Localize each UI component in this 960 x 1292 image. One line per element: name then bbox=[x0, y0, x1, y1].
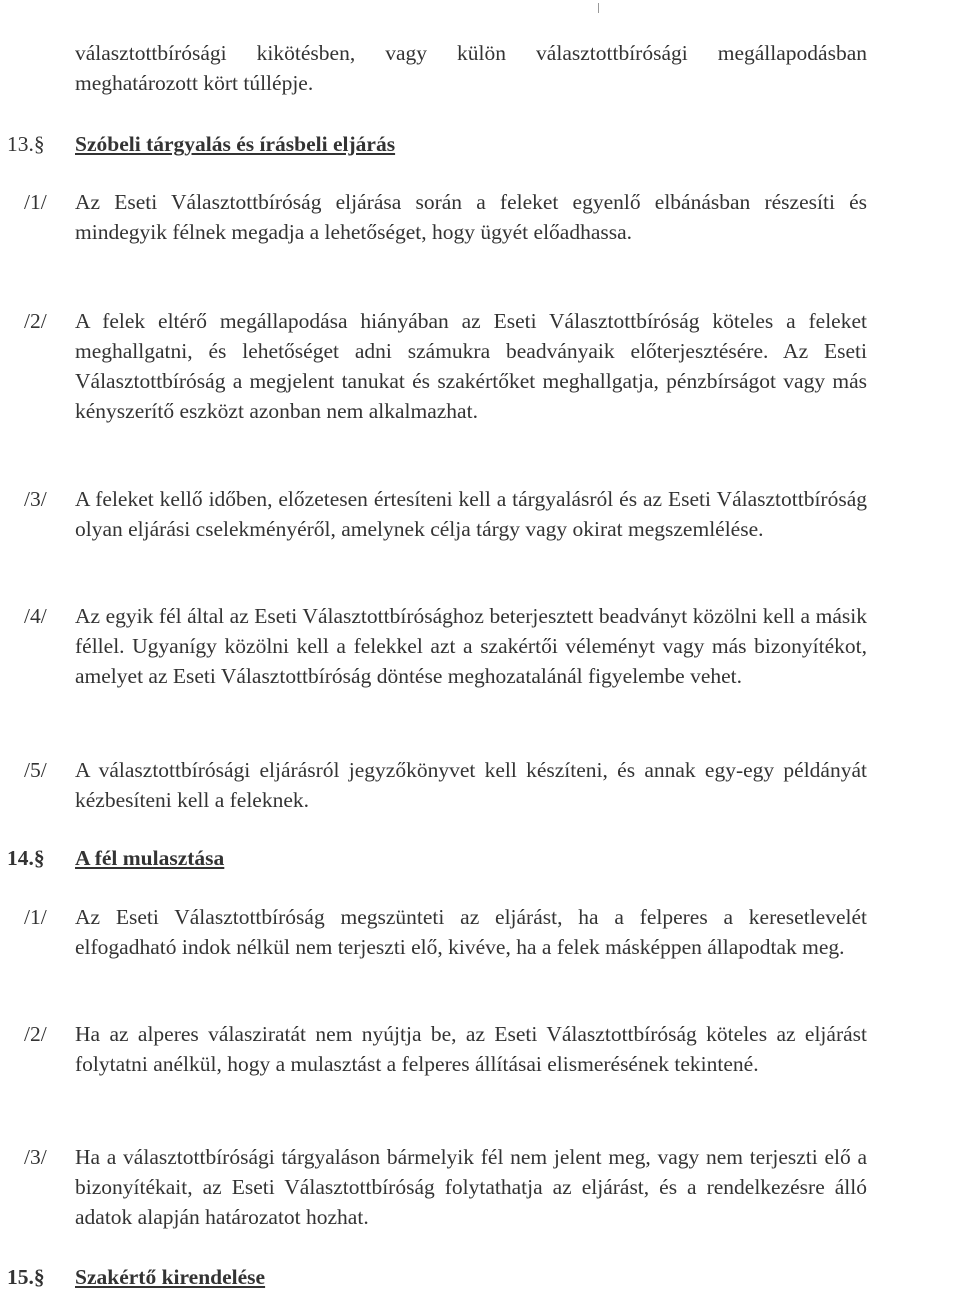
paragraph-text: Az Eseti Választottbíróság megszünteti az eljárást, ha a felperes a keresetlevelét elfogadható indok nélkül nem terjeszti elő, kivéve, ha a felek másképpen állapodtak meg. bbox=[75, 905, 867, 959]
paragraph-text: Az egyik fél által az Eseti Választottbírósághoz beterjesztett beadványt közölni kell a másik féllel. Ugyanígy közölni kell a felekkel azt a szakértői véleményt vagy más bizonyítékot, amelyet az Eseti Választottbíróság döntése meghozatalánál figyelembe vehet. bbox=[75, 604, 867, 688]
paragraph-text: A feleket kellő időben, előzetesen értesíteni kell a tárgyalásról és az Eseti Választottbíróság olyan eljárási cselekményéről, amelynek célja tárgy vagy okirat megszemlélése. bbox=[75, 487, 867, 541]
intro-text: választottbírósági kikötésben, vagy külön választottbírósági megállapodásban meghatározott kört túllépje. bbox=[75, 41, 867, 95]
paragraph-number: /4/ bbox=[24, 604, 47, 628]
paragraph-number: /2/ bbox=[24, 309, 47, 333]
paragraph-number: /2/ bbox=[24, 1022, 47, 1046]
paragraph-text: Ha az alperes válasziratát nem nyújtja be, az Eseti Választottbíróság köteles az eljárást folytatni anélkül, hogy a mulasztást a felperes állításai elismerésének tekintené. bbox=[75, 1022, 867, 1076]
paragraph-number: /3/ bbox=[24, 1145, 47, 1169]
paragraph-number: /5/ bbox=[24, 758, 47, 782]
scan-mark bbox=[598, 3, 599, 13]
section-14-number: 14.§ bbox=[7, 846, 45, 870]
paragraph-text: Ha a választottbírósági tárgyaláson bármelyik fél nem jelent meg, vagy nem terjeszti elő a bizonyítékait, az Eseti Választottbíróság folytathatja az eljárást, és a rendelkezésre álló adatok alapján határozatot hozhat. bbox=[75, 1145, 867, 1229]
section-13-number: 13.§ bbox=[7, 132, 45, 156]
paragraph-text: Az Eseti Választottbíróság eljárása során a feleket egyenlő elbánásban részesíti és mindegyik félnek megadja a lehetőséget, hogy ügyét előadhassa. bbox=[75, 190, 867, 244]
section-15-number: 15.§ bbox=[7, 1265, 45, 1289]
paragraph-number: /3/ bbox=[24, 487, 47, 511]
paragraph-text: A felek eltérő megállapodása hiányában az Eseti Választottbíróság köteles a feleket meghallgatni, és lehetőséget adni számukra beadványaik előterjesztésére. Az Eseti Választottbíróság a megjelent tanukat és szakértőket meghallgatja, pénzbírságot vagy más kényszerítő eszközt azonban nem alkalmazhat. bbox=[75, 309, 867, 423]
section-14-title: A fél mulasztása bbox=[75, 846, 225, 870]
section-13-title: Szóbeli tárgyalás és írásbeli eljárás bbox=[75, 132, 396, 156]
paragraph-number: /1/ bbox=[24, 190, 47, 214]
paragraph-text: A választottbírósági eljárásról jegyzőkönyvet kell készíteni, és annak egy-egy példányát kézbesíteni kell a feleknek. bbox=[75, 758, 867, 812]
section-15-title: Szakértő kirendelése bbox=[75, 1265, 266, 1289]
paragraph-number: /1/ bbox=[24, 905, 47, 929]
